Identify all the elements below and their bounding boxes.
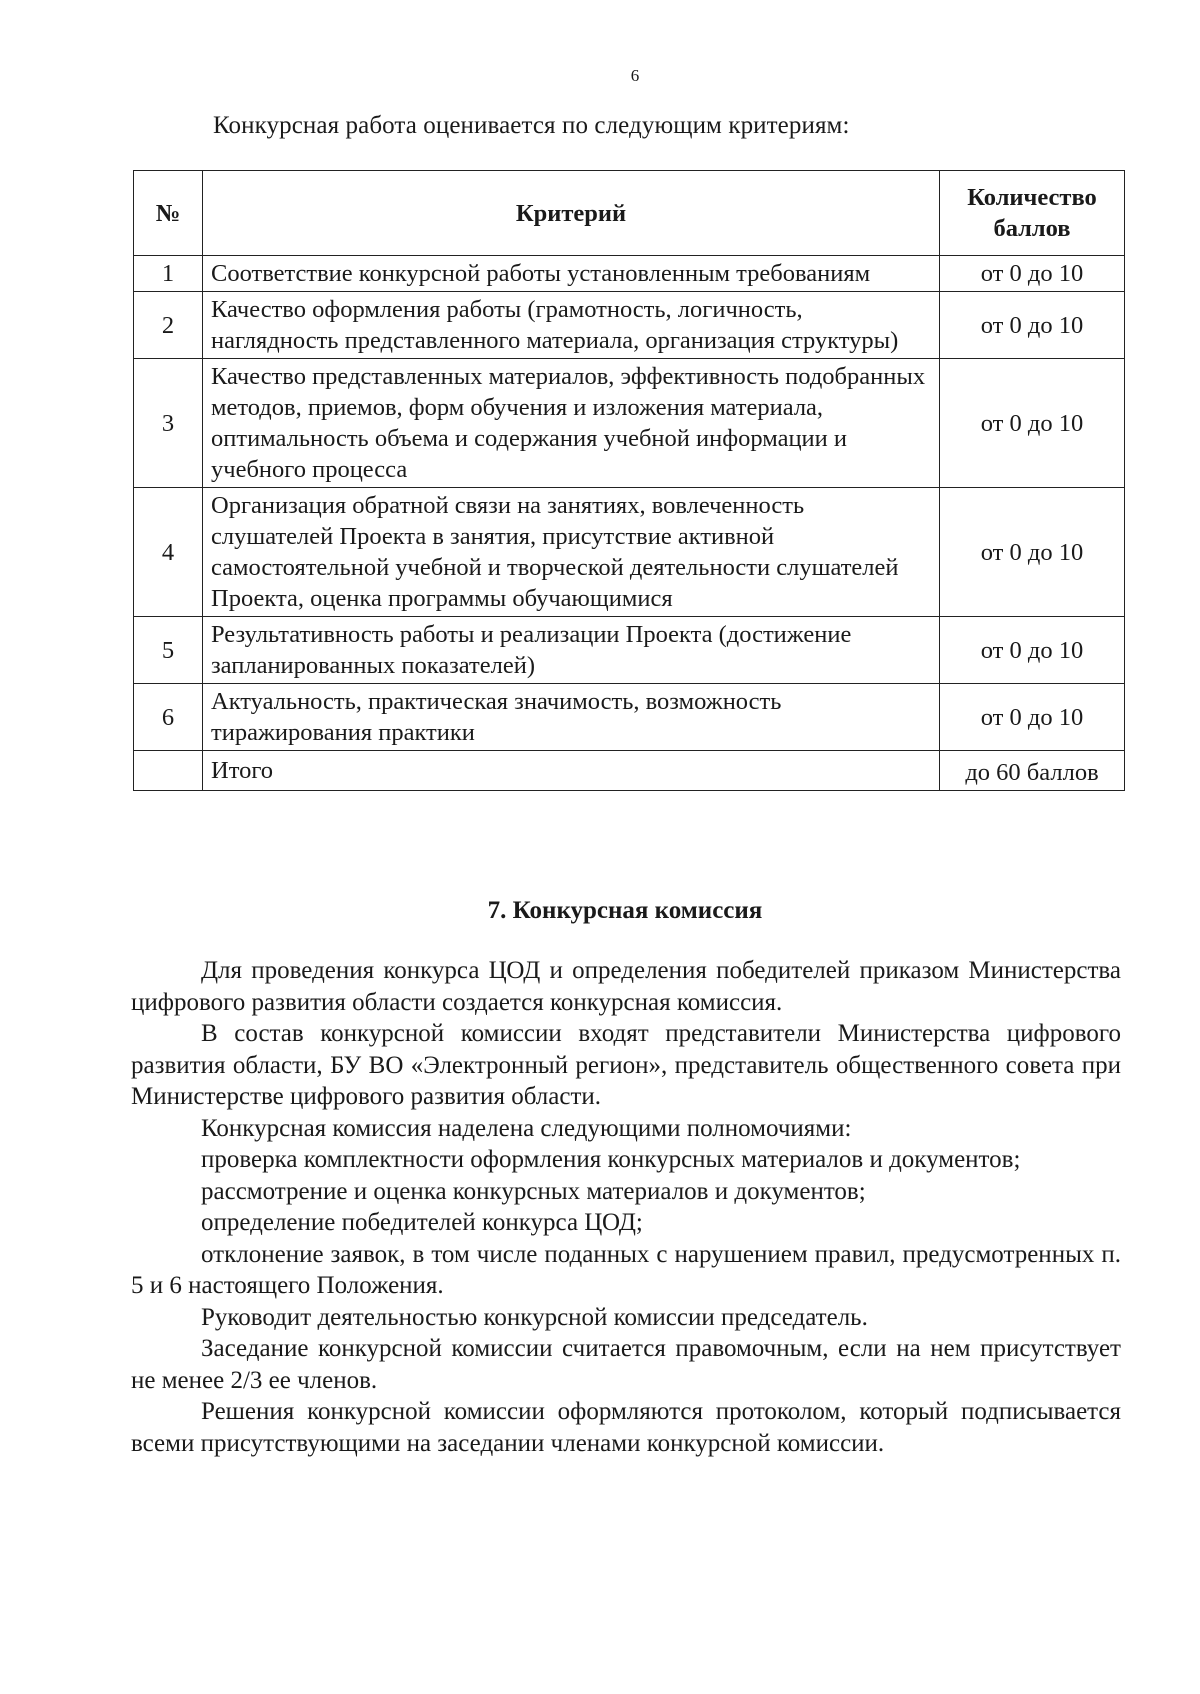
- header-score: Количество баллов: [940, 171, 1125, 256]
- row-criterion: Качество оформления работы (грамотность, логичность, наглядность представленного материала, организация структуры): [203, 292, 940, 359]
- page-number: 6: [630, 66, 640, 85]
- row-num: 2: [134, 292, 203, 359]
- table-row: [134, 684, 1125, 751]
- table-row: [134, 488, 1125, 617]
- paragraph: Для проведения конкурса ЦОД и определения победителей приказом Министерства цифрового развития области создается конкурсная комиссия.: [131, 957, 1121, 1016]
- table-row: [134, 617, 1125, 684]
- row-criterion: Качество представленных материалов, эффективность подобранных методов, приемов, форм обучения и изложения материала, оптимальность объема и содержания учебной информации и учебного процесса: [203, 359, 940, 488]
- paragraph: рассмотрение и оценка конкурсных материалов и документов;: [201, 1177, 866, 1205]
- row-criterion: Актуальность, практическая значимость, возможность тиражирования практики: [203, 684, 940, 751]
- total-num-cell: [134, 751, 203, 791]
- row-score: от 0 до 10: [940, 359, 1125, 488]
- paragraph: Руководит деятельностью конкурсной комиссии председатель.: [201, 1303, 868, 1331]
- row-num: 1: [134, 256, 203, 292]
- row-num: 4: [134, 488, 203, 617]
- total-label: Итого: [203, 751, 940, 791]
- header-num: №: [134, 171, 203, 256]
- table-total-row: [134, 751, 1125, 791]
- table-row: [134, 292, 1125, 359]
- row-score: от 0 до 10: [940, 256, 1125, 292]
- table-row: [134, 359, 1125, 488]
- row-score: от 0 до 10: [940, 684, 1125, 751]
- row-criterion: Результативность работы и реализации Проекта (достижение запланированных показателей): [203, 617, 940, 684]
- paragraph: отклонение заявок, в том числе поданных с нарушением правил, предусмотренных п. 5 и 6 настоящего Положения.: [131, 1240, 1121, 1299]
- row-score: от 0 до 10: [940, 488, 1125, 617]
- table-header-row: [134, 171, 1125, 256]
- criteria-table: [133, 170, 1125, 791]
- paragraph: Решения конкурсной комиссии оформляются протоколом, который подписывается всеми присутствующими на заседании членами конкурсной комиссии.: [131, 1398, 1121, 1457]
- row-num: 5: [134, 617, 203, 684]
- table-row: [134, 256, 1125, 292]
- paragraph: Заседание конкурсной комиссии считается правомочным, если на нем присутствует не менее 2/3 ее членов.: [131, 1335, 1121, 1394]
- paragraph: В состав конкурсной комиссии входят представители Министерства цифрового развития области, БУ ВО «Электронный регион», представитель общественного совета при Министерстве цифрового развития области.: [131, 1020, 1121, 1110]
- row-criterion: Соответствие конкурсной работы установленным требованиям: [203, 256, 940, 292]
- paragraph: проверка комплектности оформления конкурсных материалов и документов;: [201, 1146, 1021, 1173]
- paragraph: Конкурсная комиссия наделена следующими полномочиями:: [201, 1114, 852, 1142]
- row-score: от 0 до 10: [940, 617, 1125, 684]
- row-num: 3: [134, 359, 203, 488]
- row-num: 6: [134, 684, 203, 751]
- row-score: от 0 до 10: [940, 292, 1125, 359]
- section-body: [131, 955, 1121, 1459]
- intro-text: Конкурсная работа оценивается по следующим критериям:: [213, 112, 850, 139]
- total-score: до 60 баллов: [940, 751, 1125, 791]
- row-criterion: Организация обратной связи на занятиях, вовлеченность слушателей Проекта в занятия, присутствие активной самостоятельной учебной и творческой деятельности слушателей Проекта, оценка программы обучающимися: [203, 488, 940, 617]
- header-criterion: Критерий: [203, 171, 940, 256]
- section-heading: 7. Конкурсная комиссия: [487, 897, 763, 924]
- paragraph: определение победителей конкурса ЦОД;: [201, 1209, 643, 1236]
